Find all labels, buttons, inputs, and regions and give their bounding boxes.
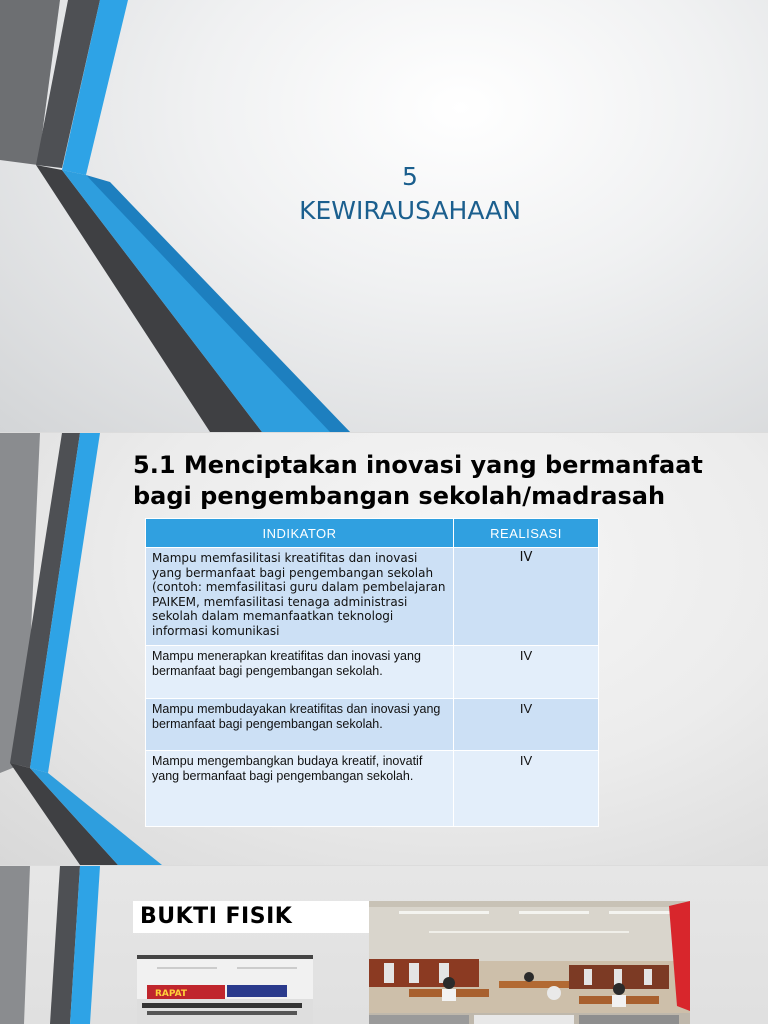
table-row	[146, 646, 599, 699]
photo-library-illustration	[369, 901, 690, 1024]
slide-title-block	[260, 160, 560, 228]
table-header-row	[146, 519, 599, 548]
photo-meeting-room	[137, 955, 313, 1024]
indicator-table	[145, 518, 599, 827]
column-header-realisasi: REALISASI	[454, 519, 599, 548]
table-row	[146, 699, 599, 751]
column-header-indikator: INDIKATOR	[146, 519, 454, 548]
section-number: 5	[402, 162, 418, 191]
deco-dark-stripe-bottom	[36, 165, 262, 432]
bukti-fisik-title: BUKTI FISIK	[133, 901, 369, 933]
slide-indicator-table	[0, 433, 768, 865]
section-title: KEWIRAUSAHAAN	[299, 196, 521, 225]
indikator-cell: Mampu menerapkan kreatifitas dan inovasi yang bermanfaat bagi pengembangan sekolah.	[146, 646, 454, 699]
photo-meeting-illustration	[137, 955, 313, 1024]
indikator-cell: Mampu mengembangkan budaya kreatif, inovatif yang bermanfaat bagi pengembangan sekolah.	[146, 751, 454, 827]
indikator-cell: Mampu memfasilitasi kreatifitas dan inovasi yang bermanfaat bagi pengembangan sekolah (contoh: memfasilitasi guru dalam pembelajaran PAIKEM, memfasilitasi tenaga administrasi sekolah dalam memanfaatkan teknologi informasi komunikasi	[146, 548, 454, 646]
photo-library-room	[369, 901, 690, 1024]
table-row	[146, 548, 599, 646]
indikator-cell: Mampu membudayakan kreatifitas dan inovasi yang bermanfaat bagi pengembangan sekolah.	[146, 699, 454, 751]
realisasi-cell: IV	[454, 751, 599, 827]
deco-gray-stripe-back	[0, 866, 30, 1024]
realisasi-cell: IV	[454, 699, 599, 751]
photo-banner-text: RAPAT	[155, 989, 188, 999]
table-row	[146, 751, 599, 827]
slide-title	[0, 0, 768, 432]
slide-bukti-fisik	[0, 866, 768, 1024]
realisasi-cell: IV	[454, 646, 599, 699]
realisasi-cell: IV	[454, 548, 599, 646]
slide-heading: 5.1 Menciptakan inovasi yang bermanfaat bagi pengembangan sekolah/madrasah	[133, 451, 703, 510]
deco-dark-stripe-bottom	[10, 763, 118, 865]
